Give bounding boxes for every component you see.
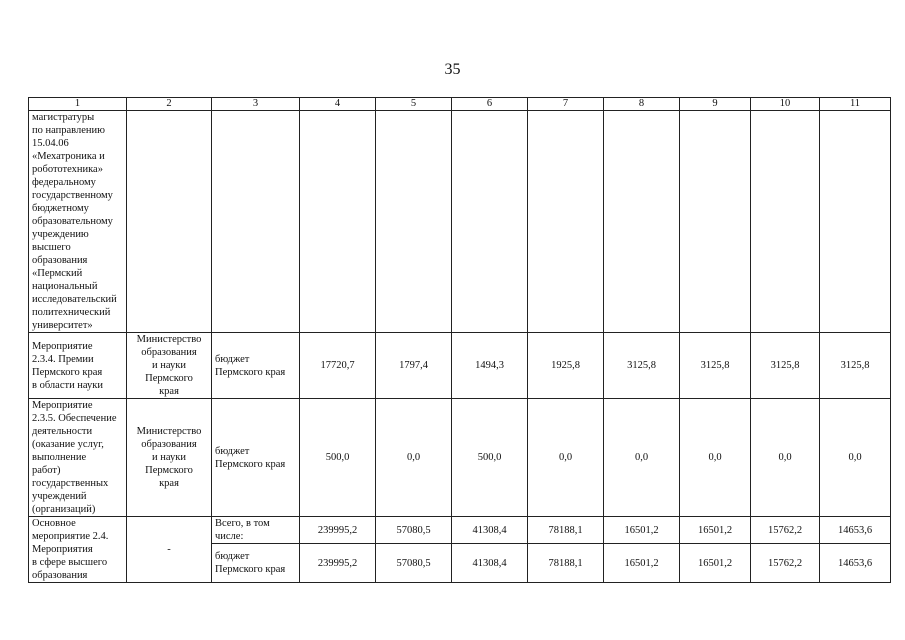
value-cell: 15762,2 xyxy=(751,517,820,544)
empty-cell xyxy=(680,111,751,333)
text-line: числе: xyxy=(215,531,244,543)
text-line: Основное xyxy=(32,518,76,529)
text-line: Мероприятие xyxy=(32,400,93,411)
value-cell: 16501,2 xyxy=(604,517,680,544)
value-cell: 0,0 xyxy=(376,399,452,517)
empty-cell xyxy=(604,111,680,333)
table-row xyxy=(29,517,891,544)
value-cell: 41308,4 xyxy=(452,517,528,544)
text-line: образования xyxy=(141,347,197,358)
executor-cell xyxy=(127,399,212,517)
text-line: национальный xyxy=(32,281,98,292)
event-name-cell xyxy=(29,517,127,583)
table-row xyxy=(29,399,891,517)
table-row xyxy=(29,111,891,333)
empty-cell xyxy=(300,111,376,333)
value-cell: 3125,8 xyxy=(680,333,751,399)
text-line: выполнение xyxy=(32,452,87,463)
executor-cell xyxy=(127,517,212,583)
value-cell: 57080,5 xyxy=(376,544,452,583)
text-line: магистратуры xyxy=(32,112,95,123)
empty-cell xyxy=(212,111,300,333)
text-line: Мероприятия xyxy=(32,544,93,555)
value-cell: 78188,1 xyxy=(528,544,604,583)
value-cell: 78188,1 xyxy=(528,517,604,544)
header-cell: 3 xyxy=(212,98,300,111)
text-line: мероприятие 2.4. xyxy=(32,531,109,542)
empty-cell xyxy=(528,111,604,333)
value-cell: 1494,3 xyxy=(452,333,528,399)
value-cell: 1797,4 xyxy=(376,333,452,399)
text-line: Пермского края xyxy=(215,458,286,470)
budget-table xyxy=(28,97,891,583)
text-line: исследовательский xyxy=(32,294,117,305)
text-line: высшего xyxy=(32,242,71,253)
text-line: по направлению xyxy=(32,125,105,136)
event-name-cell xyxy=(29,111,127,333)
value-cell: 0,0 xyxy=(751,399,820,517)
dash-text: - xyxy=(167,544,171,555)
text-line: Пермского xyxy=(145,465,193,476)
text-line: образования xyxy=(141,439,197,450)
header-cell: 11 xyxy=(820,98,891,111)
header-cell: 5 xyxy=(376,98,452,111)
value-cell: 14653,6 xyxy=(820,517,891,544)
text-line: работ) xyxy=(32,465,61,476)
value-cell: 16501,2 xyxy=(680,544,751,583)
empty-cell xyxy=(376,111,452,333)
text-line: образования xyxy=(32,255,88,266)
value-cell: 3125,8 xyxy=(820,333,891,399)
executor-cell xyxy=(127,333,212,399)
text-line: и науки xyxy=(152,360,186,371)
value-cell: 17720,7 xyxy=(300,333,376,399)
text-line: Министерство xyxy=(136,334,202,345)
source-cell xyxy=(212,333,300,399)
value-cell: 239995,2 xyxy=(300,544,376,583)
value-cell: 500,0 xyxy=(452,399,528,517)
value-cell: 0,0 xyxy=(604,399,680,517)
source-cell xyxy=(212,517,300,544)
text-line: Пермского края xyxy=(215,366,286,378)
source-cell xyxy=(212,544,300,583)
header-cell: 7 xyxy=(528,98,604,111)
text-line: (оказание услуг, xyxy=(32,439,104,450)
table-header-row xyxy=(29,98,891,111)
value-cell: 0,0 xyxy=(680,399,751,517)
header-cell: 2 xyxy=(127,98,212,111)
text-line: 2.3.5. Обеспечение xyxy=(32,413,117,424)
event-name-cell xyxy=(29,399,127,517)
value-cell: 16501,2 xyxy=(604,544,680,583)
text-line: Пермского края xyxy=(215,564,286,576)
value-cell: 15762,2 xyxy=(751,544,820,583)
source-cell xyxy=(212,399,300,517)
value-cell: 3125,8 xyxy=(604,333,680,399)
text-line: учреждений xyxy=(32,491,87,502)
text-line: Пермского xyxy=(145,373,193,384)
text-line: бюджет xyxy=(215,551,250,563)
text-line: бюджет xyxy=(215,353,250,365)
header-cell: 1 xyxy=(29,98,127,111)
event-name-cell xyxy=(29,333,127,399)
header-cell: 9 xyxy=(680,98,751,111)
value-cell: 3125,8 xyxy=(751,333,820,399)
value-cell: 0,0 xyxy=(528,399,604,517)
header-cell: 6 xyxy=(452,98,528,111)
empty-cell xyxy=(751,111,820,333)
text-line: политехнический xyxy=(32,307,111,318)
table-row xyxy=(29,333,891,399)
value-cell: 57080,5 xyxy=(376,517,452,544)
text-line: государственных xyxy=(32,478,109,489)
text-line: университет» xyxy=(32,320,93,331)
text-line: учреждению xyxy=(32,229,89,240)
header-cell: 10 xyxy=(751,98,820,111)
empty-cell xyxy=(127,111,212,333)
text-line: Мероприятие xyxy=(32,340,93,352)
text-line: образовательному xyxy=(32,216,113,227)
text-line: федеральному xyxy=(32,177,96,188)
text-line: образования xyxy=(32,570,88,581)
value-cell: 239995,2 xyxy=(300,517,376,544)
text-line: в сфере высшего xyxy=(32,557,108,568)
value-cell: 14653,6 xyxy=(820,544,891,583)
text-line: бюджетному xyxy=(32,203,89,214)
text-line: 15.04.06 xyxy=(32,138,69,149)
value-cell: 41308,4 xyxy=(452,544,528,583)
text-line: края xyxy=(159,478,179,489)
text-line: «Мехатроника и xyxy=(32,151,105,162)
value-cell: 500,0 xyxy=(300,399,376,517)
text-line: в области науки xyxy=(32,379,104,391)
header-cell: 8 xyxy=(604,98,680,111)
empty-cell xyxy=(820,111,891,333)
text-line: государственному xyxy=(32,190,113,201)
value-cell: 0,0 xyxy=(820,399,891,517)
text-line: робототехника» xyxy=(32,164,103,175)
text-line: «Пермский xyxy=(32,268,83,279)
empty-cell xyxy=(452,111,528,333)
text-line: Пермского края xyxy=(32,366,103,378)
text-line: (организаций) xyxy=(32,504,96,515)
page-number: 35 xyxy=(444,61,461,78)
text-line: Министерство xyxy=(136,426,202,437)
header-cell: 4 xyxy=(300,98,376,111)
value-cell: 1925,8 xyxy=(528,333,604,399)
text-line: бюджет xyxy=(215,445,250,457)
text-line: деятельности xyxy=(32,426,93,437)
value-cell: 16501,2 xyxy=(680,517,751,544)
text-line: и науки xyxy=(152,452,186,463)
text-line: 2.3.4. Премии xyxy=(32,353,94,365)
text-line: Всего, в том xyxy=(215,518,270,530)
text-line: края xyxy=(159,386,179,397)
